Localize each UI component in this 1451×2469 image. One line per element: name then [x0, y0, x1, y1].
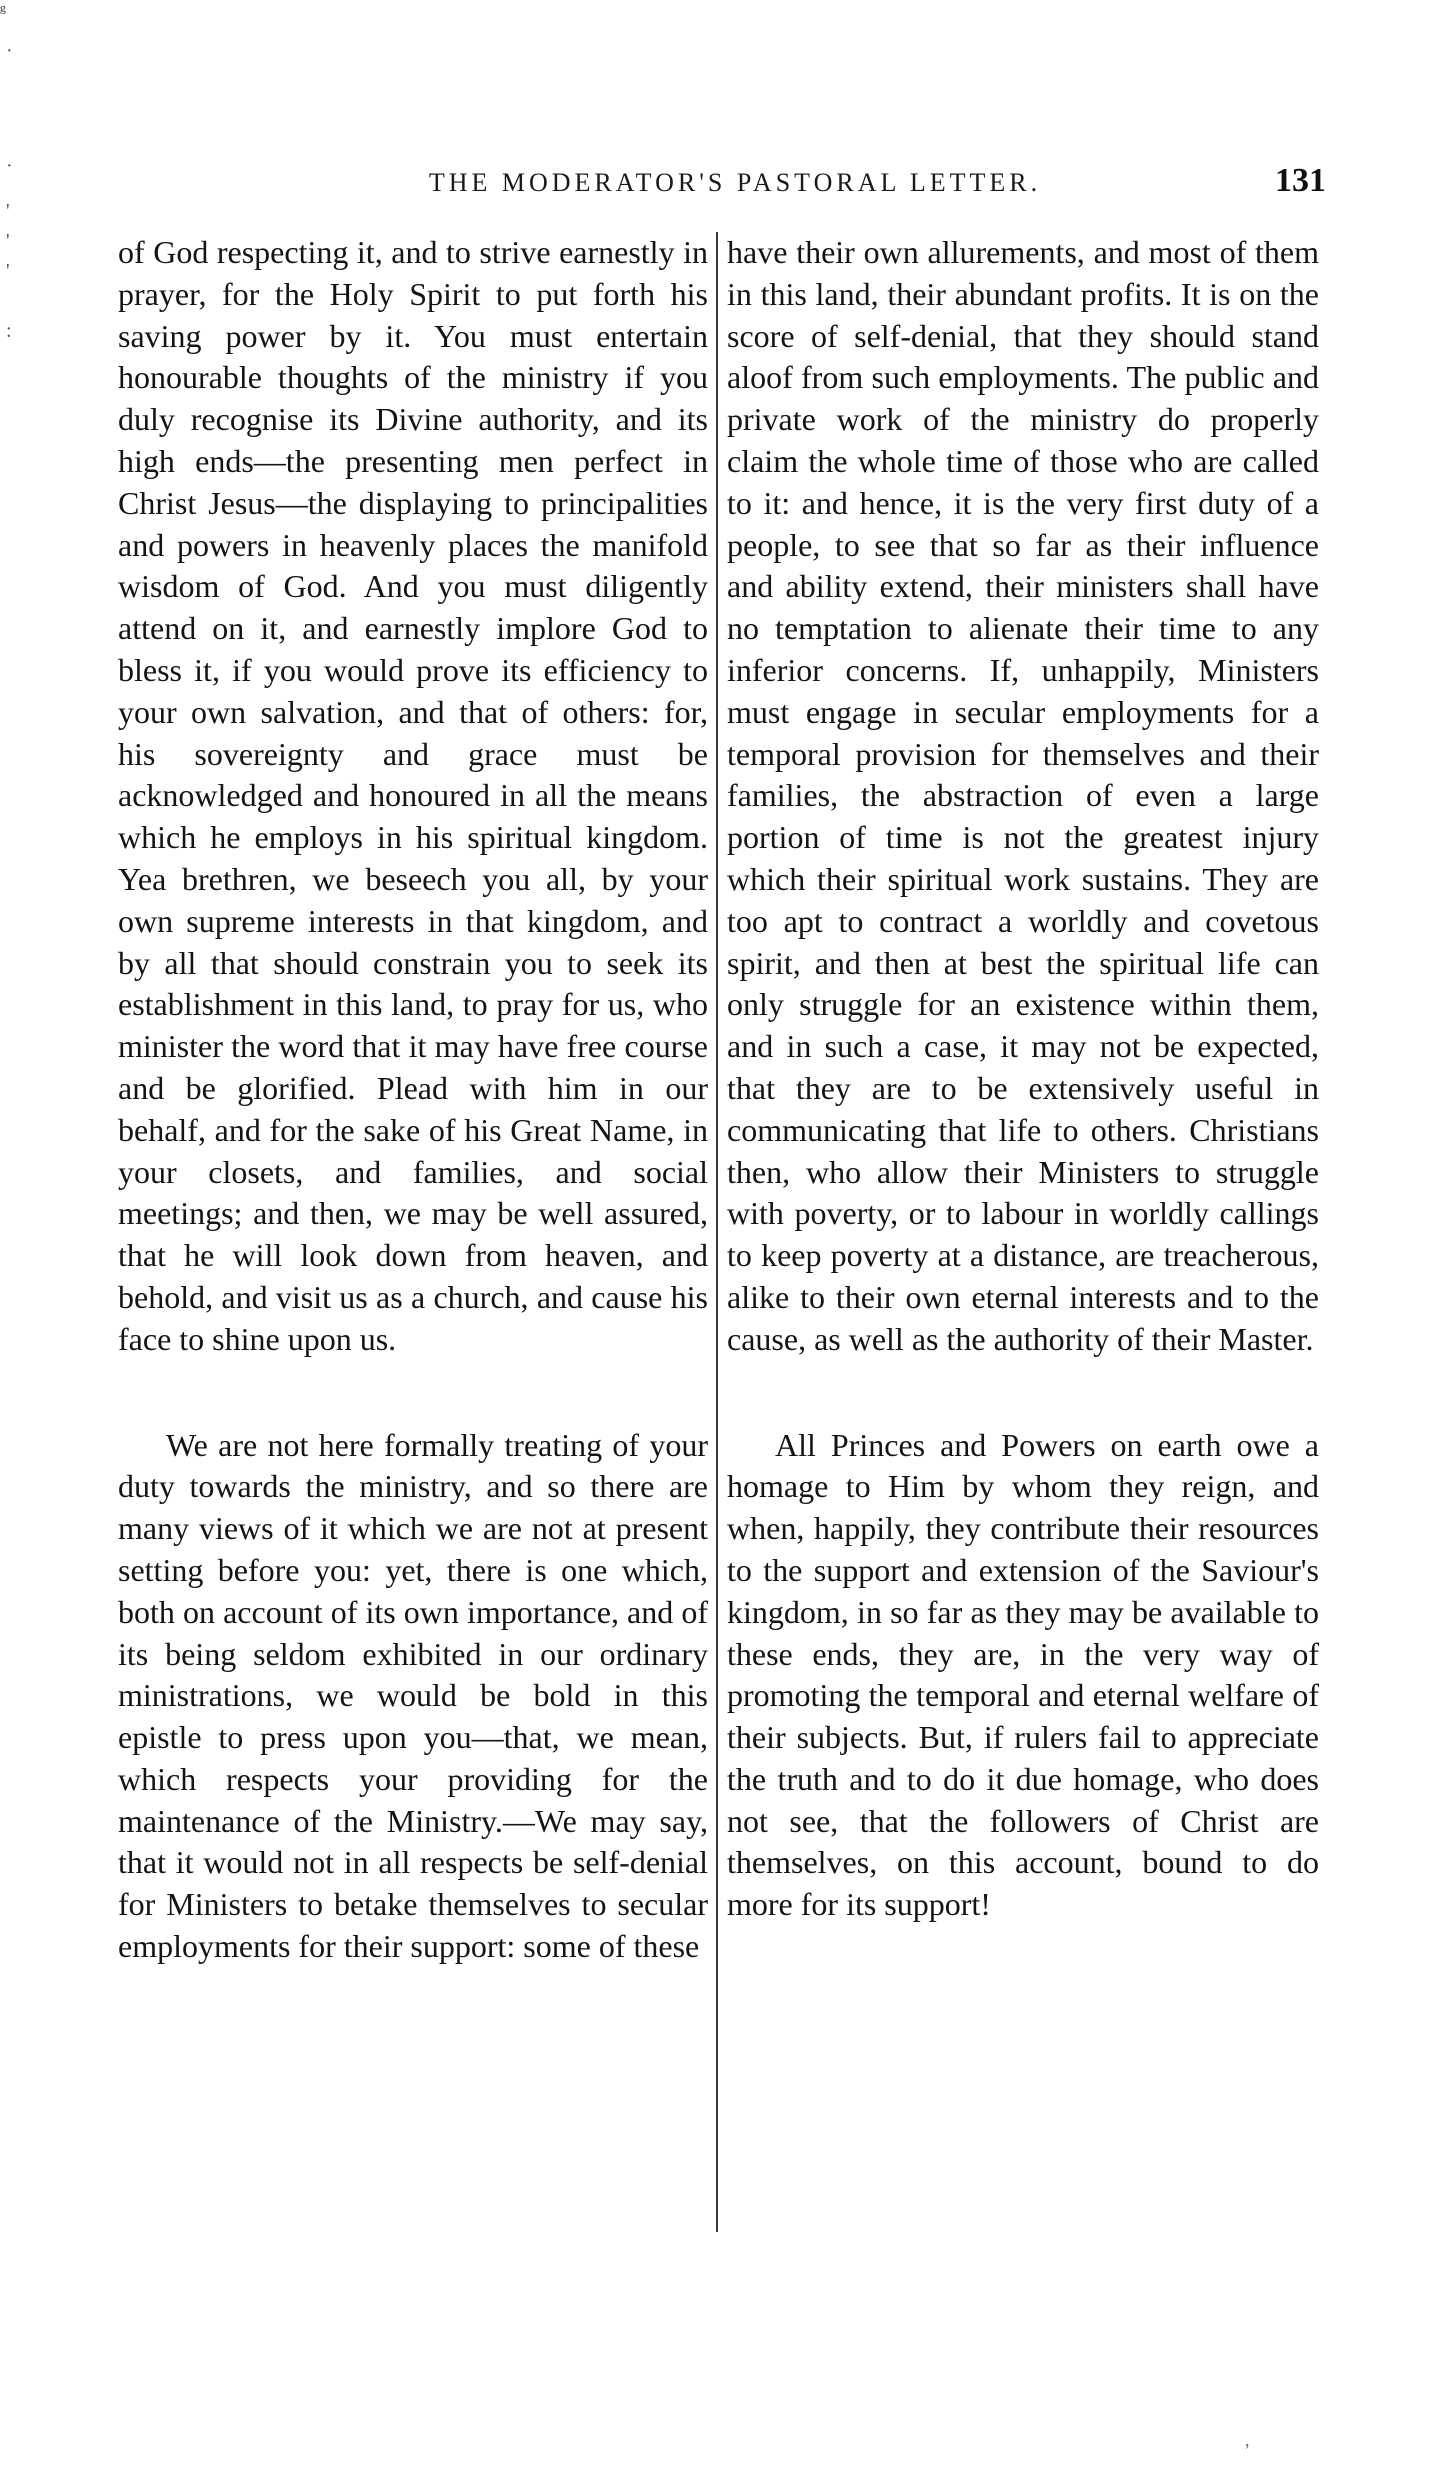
paragraph: have their own allurements, and most of them in this land, their abundant profits. It is on the score of self-denial, that they should stand aloof from such employments. The public and private work of the ministry do properly claim the whole time of those who are called to it: and hence, it is the very first duty of a people, to see that so far as their influence and ability extend, their ministers shall have no temptation to alienate their time to any inferior concerns. If, unhappily, Ministers must engage in secular employments for a temporal provision for themselves and their families, the abstraction of even a large portion of time is not the greatest injury which their spiritual work sustains. They are too apt to contract a worldly and covetous spirit, and then at best the spiritual life can only struggle for an existence within them, and in such a case, it may not be expected, that they are to be extensively useful in communicating that life to others. Christians then, who allow their Ministers to struggle with poverty, or to labour in worldly callings to keep poverty at a distance, are treacherous, alike to their own eternal interests and to the cause, as well as the authority of their Master.	[727, 234, 1319, 1357]
scan-artifact-mark: '	[6, 230, 10, 252]
scan-artifact-mark: '	[6, 200, 10, 222]
left-column	[118, 232, 708, 1968]
paragraph-gap	[118, 1361, 708, 1425]
scan-artifact-mark: '	[6, 260, 10, 282]
running-title: THE MODERATOR'S PASTORAL LETTER.	[428, 168, 1042, 197]
scan-artifact-mark: ,	[1245, 2430, 1250, 2450]
scan-artifact-mark: ᵍ	[0, 0, 7, 22]
page-number: 131	[1275, 162, 1326, 199]
scan-artifact-mark: :	[6, 320, 12, 342]
paragraph-gap	[727, 1361, 1319, 1425]
paragraph: of God respecting it, and to strive earnestly in prayer, for the Holy Spirit to put forth his saving power by it. You must entertain honourable thoughts of the ministry if you duly recognise its Divine authority, and its high ends—the presenting men perfect in Christ Jesus—the displaying to principalities and powers in heavenly places the manifold wisdom of God. And you must diligently attend on it, and earnestly implore God to bless it, if you would prove its efficiency to your own salvation, and that of others: for, his sovereignty and grace must be acknowledged and honoured in all the means which he employs in his spiritual kingdom. Yea brethren, we beseech you all, by your own supreme interests in that kingdom, and by all that should constrain you to seek its establishment in this land, to pray for us, who minister the word that it may have free course and be glorified. Plead with him in our behalf, and for the sake of his Great Name, in your closets, and families, and social meetings; and then, we may be well assured, that he will look down from heaven, and behold, and visit us as a church, and cause his face to shine upon us.	[118, 234, 708, 1357]
scan-artifact-mark: ·	[6, 40, 13, 62]
scan-artifact-mark: ·	[6, 155, 13, 177]
paragraph: All Princes and Powers on earth owe a homage to Him by whom they reign, and when, happily, they contribute their resources to the support and extension of the Saviour's kingdom, in so far as they may be available to these ends, they are, in the very way of promoting the temporal and eternal welfare of their subjects. But, if rulers fail to appreciate the truth and to do it due homage, who does not see, that the followers of Christ are themselves, on this account, bound to do more for its support!	[727, 1426, 1319, 1923]
right-column	[727, 232, 1319, 1926]
column-rule	[716, 232, 718, 2232]
paragraph: We are not here formally treating of your duty towards the ministry, and so there are many views of it which we are not at present setting before you: yet, there is one which, both on account of its own importance, and of its being seldom exhibited in our ordinary ministrations, we would be bold in this epistle to press upon you—that, we mean, which respects your providing for the maintenance of the Ministry.—We may say, that it would not in all respects be self-denial for Ministers to betake themselves to secular employments for their support: some of these	[118, 1426, 708, 1965]
